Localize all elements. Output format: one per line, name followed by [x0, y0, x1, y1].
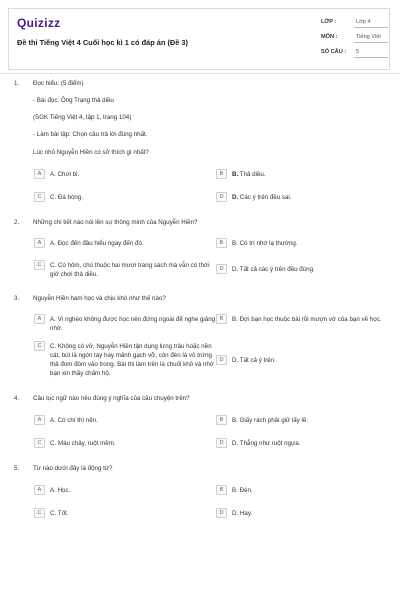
- option-text: Hay.: [239, 510, 253, 517]
- option-letter: D: [216, 355, 227, 365]
- meta-label: LỚP :: [321, 19, 337, 25]
- divider: [0, 73, 400, 74]
- option-key: A.: [50, 240, 56, 247]
- option-letter: A: [34, 314, 45, 324]
- option-key: C.: [50, 262, 57, 269]
- option-letter: B: [216, 169, 227, 179]
- option-text: Đèn.: [239, 487, 253, 494]
- question-number: 2.: [14, 219, 20, 226]
- question-text: - Làm bài tập: Chọn câu trả lời đúng nhất.: [33, 131, 148, 138]
- question-text: Lúc nhỏ Nguyễn Hiền có sở thích gì nhất?: [33, 149, 149, 156]
- option-text: Đá bóng.: [57, 194, 84, 201]
- option-key: B.: [232, 316, 238, 323]
- option-text: Tất cả các ý trên đều đúng.: [239, 266, 315, 273]
- question-number: 5.: [14, 465, 20, 472]
- option-letter: D: [216, 508, 227, 518]
- option-key: D.: [232, 266, 239, 273]
- meta-row-class: [321, 15, 389, 30]
- option-key: C.: [50, 343, 57, 350]
- option-letter: D: [216, 192, 227, 202]
- option-letter: C: [34, 192, 45, 202]
- option-text: Không có vở, Nguyễn Hiền tận dụng lưng trâu hoặc nền cát, bút là ngón tay hay mảnh gạch vỡ, còn đèn là vỏ trứng thả đom đóm vào trong. Bài thi làm trên lá chuối khô và nhờ bạn xin thầy chấm hộ.: [50, 343, 214, 377]
- option-text: Thả diều.: [239, 171, 266, 178]
- question-text: - Bài đọc: Ông Trạng thả diều: [33, 97, 114, 104]
- option-key: D.: [232, 440, 239, 447]
- option-letter: A: [34, 485, 45, 495]
- meta-label: SỐ CÂU :: [321, 49, 347, 55]
- option-letter: B: [216, 415, 227, 425]
- option-text: Giấy rách phải giữ lấy lề.: [239, 417, 309, 424]
- option-letter: B: [216, 485, 227, 495]
- meta-row-count: [321, 45, 389, 60]
- question-text: Những chi tiết nào nói lên sự thông minh của Nguyễn Hiền?: [33, 219, 198, 226]
- option-key: A.: [50, 417, 56, 424]
- meta-value: Tiếng Việt: [354, 30, 388, 43]
- option-key: A.: [50, 171, 56, 178]
- option-letter: A: [34, 238, 45, 248]
- option-letter: C: [34, 341, 45, 351]
- option-letter: A: [34, 415, 45, 425]
- question-text: Đọc hiểu: (5 điểm): [33, 80, 84, 87]
- option-text: Tất cả ý trên.: [239, 357, 276, 364]
- option-letter: A: [34, 169, 45, 179]
- option-text: Vì nghèo không được học nên đứng ngoài để nghe giảng nhờ.: [50, 316, 216, 332]
- question-text: (SGK Tiếng Việt 4, tập 1, trang 104): [33, 114, 132, 121]
- meta-label: MÔN :: [321, 34, 338, 40]
- option-text: Đọc đến đâu hiểu ngay đến đó.: [57, 240, 144, 247]
- option-letter: D: [216, 438, 227, 448]
- question-text: Từ nào dưới đây là động từ?: [33, 465, 113, 472]
- page-title: Đề thi Tiếng Việt 4 Cuối học kì 1 có đáp án (Đề 3): [17, 38, 188, 47]
- option-key: B.: [232, 417, 238, 424]
- question-number: 3.: [14, 295, 20, 302]
- question-number: 4.: [14, 395, 20, 402]
- option-letter: C: [34, 438, 45, 448]
- question-number: 1.: [14, 80, 20, 87]
- option-letter: D: [216, 264, 227, 274]
- option-text: Có hôm, chú thuộc hai mươi trang sách mà vẫn có thời giờ chơi thả diều.: [50, 262, 210, 278]
- meta-value: Lớp 4: [354, 15, 388, 28]
- question-text: Nguyễn Hiền ham học và chịu khó như thế nào?: [33, 295, 166, 302]
- quizizz-logo: Quizizz: [17, 16, 61, 30]
- meta-row-subject: [321, 30, 389, 45]
- option-text: Đợi bạn học thuộc bài rồi mượn vở của bạn về học.: [239, 316, 382, 323]
- option-text: Có chí thì nên.: [57, 417, 98, 424]
- option-key: C.: [50, 510, 57, 517]
- option-text: Chơi bi.: [57, 171, 80, 178]
- meta-info: [321, 15, 389, 60]
- question-text: Câu tục ngữ nào nêu đúng ý nghĩa của câu chuyện trên?: [33, 395, 190, 402]
- option-text: Tốt.: [57, 510, 69, 517]
- option-key: B.: [232, 240, 238, 247]
- option-key: A.: [50, 487, 56, 494]
- option-text: Thẳng như ruột ngựa.: [239, 440, 301, 447]
- option-text: Các ý trên đều sai.: [239, 194, 292, 201]
- option-key: D.: [232, 510, 239, 517]
- option-key: D.: [232, 194, 239, 201]
- option-key: A.: [50, 316, 56, 323]
- option-text: Máu chảy, ruột mềm.: [57, 440, 116, 447]
- option-text: Có trí nhớ lạ thường.: [239, 240, 298, 247]
- option-key: B.: [232, 487, 238, 494]
- option-key: C.: [50, 440, 57, 447]
- option-key: C.: [50, 194, 57, 201]
- option-key: B.: [232, 171, 239, 178]
- worksheet-header: [8, 8, 390, 70]
- option-text: Học.: [57, 487, 71, 494]
- option-letter: C: [34, 260, 45, 270]
- meta-value: 5: [354, 45, 388, 58]
- option-key: D.: [232, 357, 239, 364]
- option-letter: C: [34, 508, 45, 518]
- option-letter: B: [216, 314, 227, 324]
- option-letter: B: [216, 238, 227, 248]
